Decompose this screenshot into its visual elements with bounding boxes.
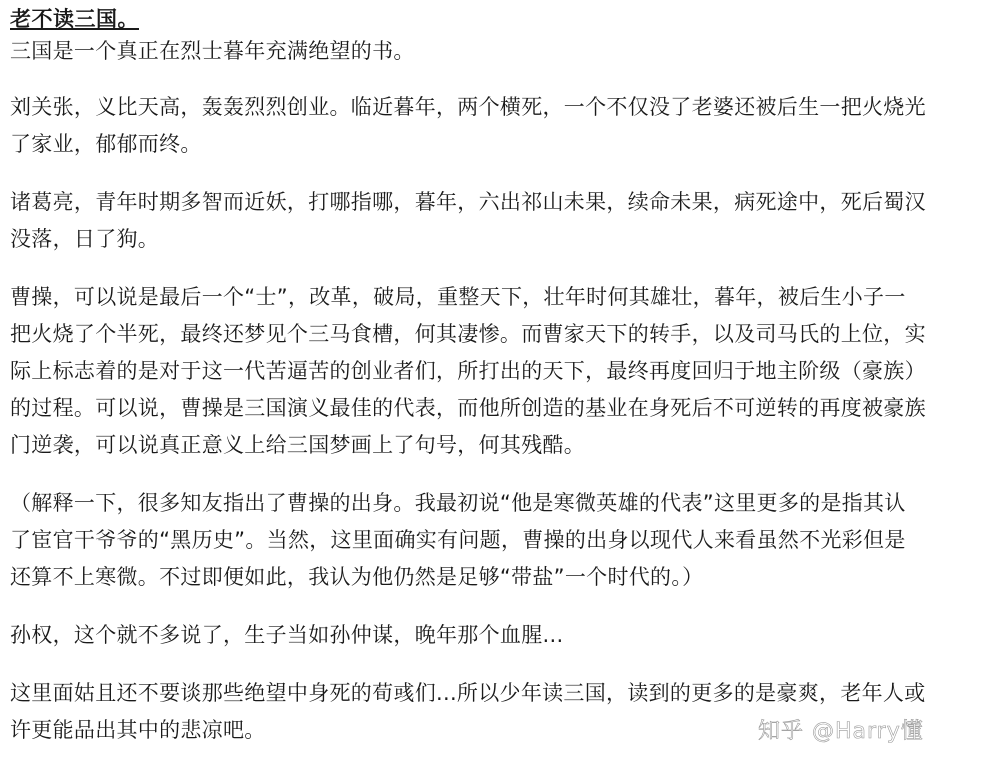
text-line: 曹操，可以说是最后一个“士”，改革，破局，重整天下，壮年时何其雄壮，暮年，被后生小子一 (10, 285, 906, 309)
text-line: 诸葛亮，青年时期多智而近妖，打哪指哪，暮年，六出祁山未果，续命未果，病死途中，死后蜀汉 (10, 190, 926, 214)
text-line: 际上标志着的是对于这一代苦逼苦的创业者们，所打出的天下，最终再度回归于地主阶级（豪族） (10, 359, 926, 383)
text-line: 三国是一个真正在烈士暮年充满绝望的书。 (10, 39, 415, 63)
paragraph (10, 184, 985, 258)
text-line: 许更能品出其中的悲凉吧。 (10, 718, 266, 742)
text-line: 还算不上寒微。不过即便如此，我认为他仍然是足够“带盐”一个时代的。） (10, 565, 704, 589)
paragraph (10, 279, 985, 464)
paragraph (10, 617, 985, 654)
article-body (10, 4, 985, 770)
text-line: 门逆袭，可以说真正意义上给三国梦画上了句号，何其残酷。 (10, 433, 586, 457)
text-line: 刘关张，义比天高，轰轰烈烈创业。临近暮年，两个横死，一个不仅没了老婆还被后生一把火烧光 (10, 95, 926, 119)
watermark: 知乎 @Harry懂 (758, 719, 924, 744)
article-heading: 老不读三国。 (10, 7, 139, 31)
paragraph (10, 34, 985, 68)
text-line: 了宦官干爷爷的“黑历史”。当然，这里面确实有问题，曹操的出身以现代人来看虽然不光彩但是 (10, 528, 906, 552)
text-line: 这里面姑且还不要谈那些绝望中身死的荀彧们...所以少年读三国，读到的更多的是豪爽，老年人或 (10, 681, 926, 705)
text-line: 的过程。可以说，曹操是三国演义最佳的代表，而他所创造的基业在身死后不可逆转的再度被豪族 (10, 396, 926, 420)
paragraph-list (10, 34, 985, 749)
paragraph (10, 485, 985, 596)
text-line: 了家业，郁郁而终。 (10, 132, 202, 156)
paragraph (10, 89, 985, 163)
text-line: 把火烧了个半死，最终还梦见个三马食槽，何其凄惨。而曹家天下的转手，以及司马氏的上位，实 (10, 322, 926, 346)
text-line: 孙权，这个就不多说了，生子当如孙仲谋，晚年那个血腥... (10, 623, 564, 647)
text-line: （解释一下，很多知友指出了曹操的出身。我最初说“他是寒微英雄的代表”这里更多的是指其认 (10, 491, 906, 515)
text-line: 没落，日了狗。 (10, 227, 160, 251)
